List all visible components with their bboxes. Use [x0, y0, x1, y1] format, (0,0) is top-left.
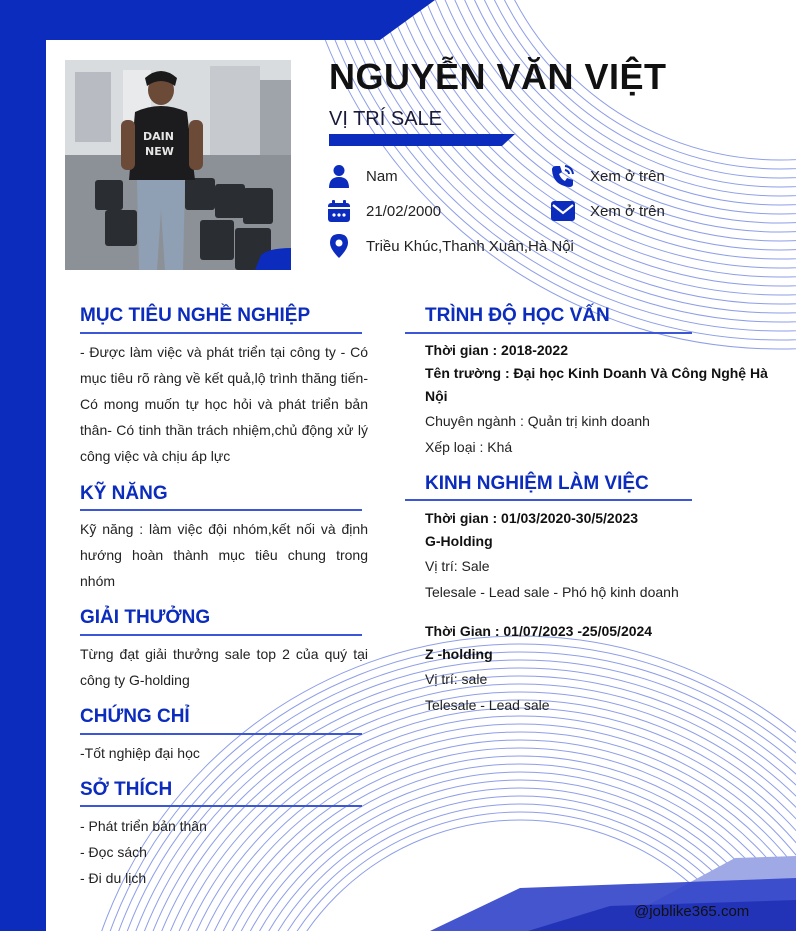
awards-text: Từng đạt giải thưởng sale top 2 của quý tại công ty G-holding — [80, 646, 368, 688]
profile-photo — [65, 60, 291, 270]
education-title: TRÌNH ĐỘ HỌC VẤN — [425, 305, 610, 326]
skills-underline — [80, 509, 362, 511]
hobbies-underline — [80, 805, 362, 807]
address-row — [326, 231, 574, 261]
objective-text: - Được làm việc và phát triển tại công ty - Có mục tiêu rõ ràng về kết quả,lộ trình thăng tiến- Có mong muốn tự học hỏi và phát triển bản thân- Có tinh thần trách nhiệm,chủ động xử lý công việc và chịu áp lực — [80, 344, 368, 464]
experience-title: KINH NGHIỆM LÀM VIỆC — [425, 473, 649, 494]
job-position: VỊ TRÍ SALE — [329, 108, 443, 130]
objective-title: MỤC TIÊU NGHỀ NGHIỆP — [80, 305, 311, 326]
job-time: Thời gian : 01/03/2020-30/5/2023 — [425, 510, 639, 526]
hobby-item: - Phát triển bản thân — [80, 818, 207, 834]
job-role: Vị trí: sale — [425, 671, 488, 687]
job-path: Telesale - Lead sale — [425, 697, 550, 713]
position-underline — [329, 134, 515, 146]
hobby-item: - Đi du lịch — [80, 870, 147, 886]
objective-underline — [80, 332, 362, 334]
mail-icon — [550, 198, 576, 224]
experience-underline — [405, 499, 692, 501]
hobbies-title: SỞ THÍCH — [80, 779, 173, 800]
awards-underline — [80, 634, 362, 636]
education-major: Chuyên ngành : Quản trị kinh doanh — [425, 413, 650, 429]
skills-text: Kỹ năng : làm việc đội nhóm,kết nối và định hướng hoàn thành mục tiêu chung trong nhóm — [80, 521, 368, 589]
person-icon — [326, 163, 352, 189]
watermark-text: @joblike365.com — [634, 903, 750, 920]
email-row — [550, 196, 665, 226]
hobby-item: - Đọc sách — [80, 844, 147, 860]
hobbies-list — [80, 813, 368, 891]
job-company: G-Holding — [425, 533, 493, 549]
gender-row — [326, 161, 398, 191]
birthday-row — [326, 196, 441, 226]
calendar-icon — [326, 198, 352, 224]
job-role: Vị trí: Sale — [425, 558, 490, 574]
gender-text: Nam — [366, 167, 398, 185]
education-school: Tên trường : Đại học Kinh Doanh Và Công Nghệ Hà — [425, 365, 768, 381]
certificates-text: -Tốt nghiệp đại học — [80, 745, 200, 761]
svg-text:NEW: NEW — [145, 145, 174, 158]
awards-title: GIẢI THƯỞNG — [80, 607, 211, 628]
job-path: Telesale - Lead sale - Phó hộ kinh doanh — [425, 584, 679, 600]
phone-row — [550, 161, 665, 191]
birthday-text: 21/02/2000 — [366, 202, 442, 220]
education-underline — [405, 332, 692, 334]
skills-title: KỸ NĂNG — [80, 483, 168, 504]
location-icon — [326, 233, 352, 259]
education-time: Thời gian : 2018-2022 — [425, 342, 569, 358]
svg-text:DAIN: DAIN — [143, 130, 174, 143]
phone-text: Xem ở trên — [590, 167, 665, 185]
certificates-title: CHỨNG CHỈ — [80, 706, 190, 727]
address-text: Triều Khúc,Thanh Xuân,Hà Nội — [366, 237, 574, 255]
candidate-name: NGUYỄN VĂN VIỆT — [329, 56, 667, 97]
job-company: Z -holding — [425, 646, 493, 662]
education-grade: Xếp loại : Khá — [425, 439, 513, 455]
education-school-cont: Nội — [425, 388, 448, 404]
email-text: Xem ở trên — [590, 202, 665, 220]
job-time: Thời Gian : 01/07/2023 -25/05/2024 — [425, 623, 653, 639]
certificates-underline — [80, 733, 362, 735]
phone-icon — [550, 163, 576, 189]
